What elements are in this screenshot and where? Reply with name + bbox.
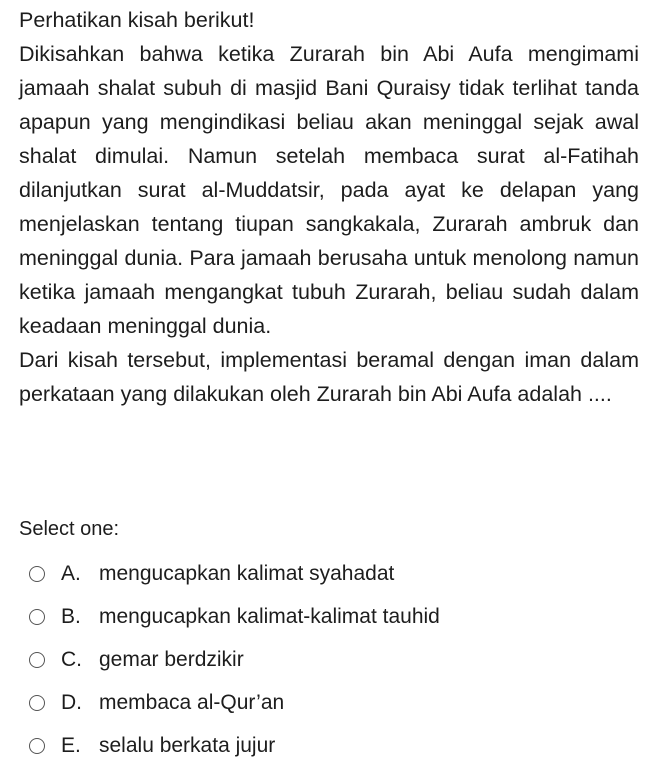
option-d-radio[interactable] (29, 695, 45, 711)
option-a-text[interactable]: mengucapkan kalimat syahadat (99, 561, 395, 585)
option-b[interactable] (0, 595, 655, 638)
select-one-label: Select one: (19, 518, 120, 540)
option-d-letter: D. (61, 690, 82, 714)
question-story: Dikisahkan bahwa ketika Zurarah bin Abi Aufa mengimami jamaah shalat subuh di masjid Bani Quraisy tidak terlihat tanda apapun yang mengindikasi beliau akan meninggal sejak awal shalat dimulai. Namun setelah membaca surat al-Fatihah dilanjutkan surat al-Muddatsir, pada ayat ke delapan yang menjelaskan tentang tiupan sangkakala, Zurarah ambruk dan meninggal dunia. Para jamaah berusaha untuk menolong namun ketika jamaah mengangkat tubuh Zurarah, beliau sudah dalam keadaan meninggal dunia. (19, 42, 639, 338)
option-b-radio[interactable] (29, 609, 45, 625)
option-b-text[interactable]: mengucapkan kalimat-kalimat tauhid (99, 604, 440, 628)
option-b-letter: B. (61, 604, 81, 628)
option-c-radio[interactable] (29, 652, 45, 668)
option-d-text[interactable]: membaca al-Qur’an (99, 690, 285, 714)
question-title: Perhatikan kisah berikut! (19, 8, 255, 32)
option-e[interactable] (0, 724, 655, 767)
option-c-text[interactable]: gemar berdzikir (99, 647, 244, 671)
option-c[interactable] (0, 638, 655, 681)
option-d[interactable] (0, 681, 655, 724)
option-a[interactable] (0, 552, 655, 595)
option-a-radio[interactable] (29, 566, 45, 582)
option-e-radio[interactable] (29, 738, 45, 754)
question-prompt: Dari kisah tersebut, implementasi beramal dengan iman dalam perkataan yang dilakukan oleh Zurarah bin Abi Aufa adalah .... (19, 348, 639, 406)
answer-options (0, 552, 655, 767)
option-a-letter: A. (61, 561, 81, 585)
option-e-text[interactable]: selalu berkata jujur (99, 733, 276, 757)
option-e-letter: E. (61, 733, 81, 757)
option-c-letter: C. (61, 647, 82, 671)
question-text (19, 0, 639, 411)
